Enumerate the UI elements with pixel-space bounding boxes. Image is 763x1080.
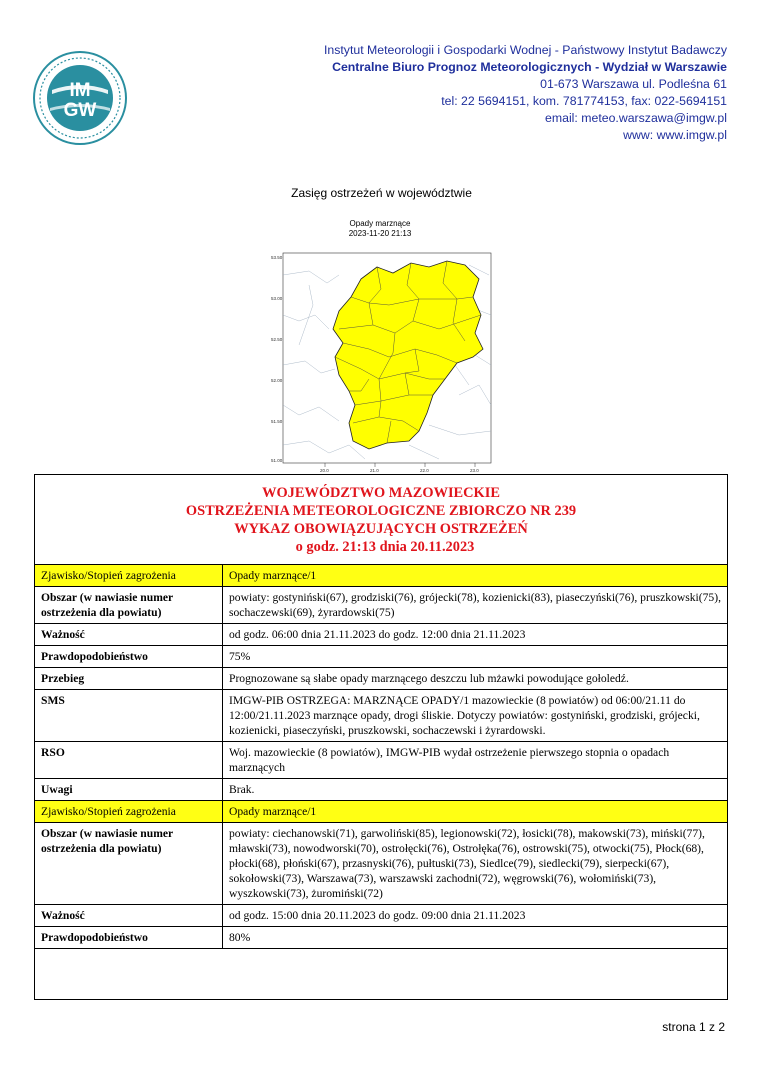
row-key: SMS bbox=[35, 690, 223, 742]
map-title: Zasięg ostrzeżeń w województwie bbox=[291, 186, 472, 200]
table-row bbox=[35, 624, 728, 646]
table-row bbox=[35, 668, 728, 690]
imgw-logo bbox=[32, 50, 128, 146]
row-value: IMGW-PIB OSTRZEGA: MARZNĄCE OPADY/1 mazowieckie (8 powiatów) od 06:00/21.11 do 12:00/21.11.2023 marznące opady, drogi śliskie. Dotyczy powiatów: gostyniński, grodziski, grójecki, kozienicki, piaseczyński, pruszkowski, sochaczewski i żyrardowski. bbox=[223, 690, 728, 742]
row-key: RSO bbox=[35, 742, 223, 779]
row-value: 75% bbox=[223, 646, 728, 668]
row-value: od godz. 15:00 dnia 20.11.2023 do godz. 09:00 dnia 21.11.2023 bbox=[223, 905, 728, 927]
bulletin-time: o godz. 21:13 dnia 20.11.2023 bbox=[295, 539, 475, 555]
logo-text: IM bbox=[69, 80, 91, 101]
table-row bbox=[35, 646, 728, 668]
map-caption-date: 2023-11-20 21:13 bbox=[348, 229, 412, 238]
row-key: Obszar (w nawiasie numer ostrzeżenia dla powiatu) bbox=[35, 823, 223, 905]
institute-name: Instytut Meteorologii i Gospodarki Wodnej - Państwowy Instytut Badawczy bbox=[323, 43, 727, 57]
table-row bbox=[35, 565, 728, 587]
row-key: Ważność bbox=[35, 905, 223, 927]
row-key: Zjawisko/Stopień zagrożenia bbox=[35, 565, 223, 587]
warning-box bbox=[34, 474, 728, 1000]
row-value: Brak. bbox=[223, 779, 728, 801]
row-key: Uwagi bbox=[35, 779, 223, 801]
row-value: Opady marznące/1 bbox=[223, 801, 728, 823]
lon-label: 21.0 bbox=[370, 468, 379, 473]
row-value: powiaty: gostyniński(67), grodziski(76), grójecki(78), kozienicki(83), piaseczyński(76), pruszkowski(75), sochaczewski(69), żyrardowski(75) bbox=[223, 587, 728, 624]
voivodeship-title: WOJEWÓDZTWO MAZOWIECKIE bbox=[262, 485, 500, 501]
bureau-name: Centralne Biuro Prognoz Meteorologicznych - Wydział w Warszawie bbox=[332, 60, 727, 74]
row-key: Prawdopodobieństwo bbox=[35, 927, 223, 949]
row-key: Ważność bbox=[35, 624, 223, 646]
svg-text:GW: GW bbox=[63, 100, 97, 121]
row-key: Zjawisko/Stopień zagrożenia bbox=[35, 801, 223, 823]
row-key: Obszar (w nawiasie numer ostrzeżenia dla powiatu) bbox=[35, 587, 223, 624]
page-number: strona 1 z 2 bbox=[662, 1020, 725, 1034]
lon-label: 23.0 bbox=[470, 468, 479, 473]
table-row bbox=[35, 905, 728, 927]
warnings-table bbox=[34, 564, 728, 949]
map-caption bbox=[300, 219, 460, 239]
table-row bbox=[35, 690, 728, 742]
address: 01-673 Warszawa ul. Podleśna 61 bbox=[540, 77, 727, 91]
phone-line: tel: 22 5694151, kom. 781774153, fax: 022-5694151 bbox=[441, 94, 727, 108]
warning-map bbox=[269, 245, 495, 473]
row-key: Prawdopodobieństwo bbox=[35, 646, 223, 668]
bulletin-number: OSTRZEŻENIA METEOROLOGICZNE ZBIORCZO NR 239 bbox=[185, 503, 577, 519]
table-row bbox=[35, 779, 728, 801]
lat-label: 52.50 bbox=[271, 337, 283, 342]
row-key: Przebieg bbox=[35, 668, 223, 690]
lon-label: 20.0 bbox=[320, 468, 329, 473]
institute-header bbox=[324, 42, 727, 144]
lat-label: 53.00 bbox=[271, 296, 283, 301]
lon-label: 22.0 bbox=[420, 468, 429, 473]
row-value: powiaty: ciechanowski(71), garwoliński(85), legionowski(72), łosicki(78), makowski(73), miński(77), mławski(73), nowodworski(70), ostrołęcki(76), Ostrołęka(76), ostrowski(75), otwocki(75), Płock(68), płocki(68), płoński(67), przasnyski(76), pułtuski(73), Siedlce(79), siedlecki(79), sierpecki(67), sokołowski(73), Warszawa(73), warszawski zachodni(72), węgrowski(76), wołomiński(73), wyszkowski(73), żuromiński(72) bbox=[223, 823, 728, 905]
www-line: www: www.imgw.pl bbox=[623, 128, 727, 142]
table-row bbox=[35, 801, 728, 823]
table-row bbox=[35, 927, 728, 949]
row-value: Opady marznące/1 bbox=[223, 565, 728, 587]
table-row bbox=[35, 587, 728, 624]
warning-title bbox=[35, 475, 727, 556]
row-value: od godz. 06:00 dnia 21.11.2023 do godz. 12:00 dnia 21.11.2023 bbox=[223, 624, 728, 646]
lat-label: 53.50 bbox=[271, 255, 283, 260]
email-line: email: meteo.warszawa@imgw.pl bbox=[545, 111, 727, 125]
row-value: Prognozowane są słabe opady marznącego deszczu lub mżawki powodujące gołoledź. bbox=[223, 668, 728, 690]
map-caption-phenomenon: Opady marznące bbox=[349, 219, 411, 228]
table-row bbox=[35, 823, 728, 905]
lat-label: 51.50 bbox=[271, 419, 283, 424]
bulletin-subtitle: WYKAZ OBOWIĄZUJĄCYCH OSTRZEŻEŃ bbox=[234, 521, 528, 537]
lat-label: 51.00 bbox=[271, 458, 283, 463]
row-value: 80% bbox=[223, 927, 728, 949]
table-row bbox=[35, 742, 728, 779]
lat-label: 52.00 bbox=[271, 378, 283, 383]
row-value: Woj. mazowieckie (8 powiatów), IMGW-PIB wydał ostrzeżenie pierwszego stopnia o opadach marznących bbox=[223, 742, 728, 779]
